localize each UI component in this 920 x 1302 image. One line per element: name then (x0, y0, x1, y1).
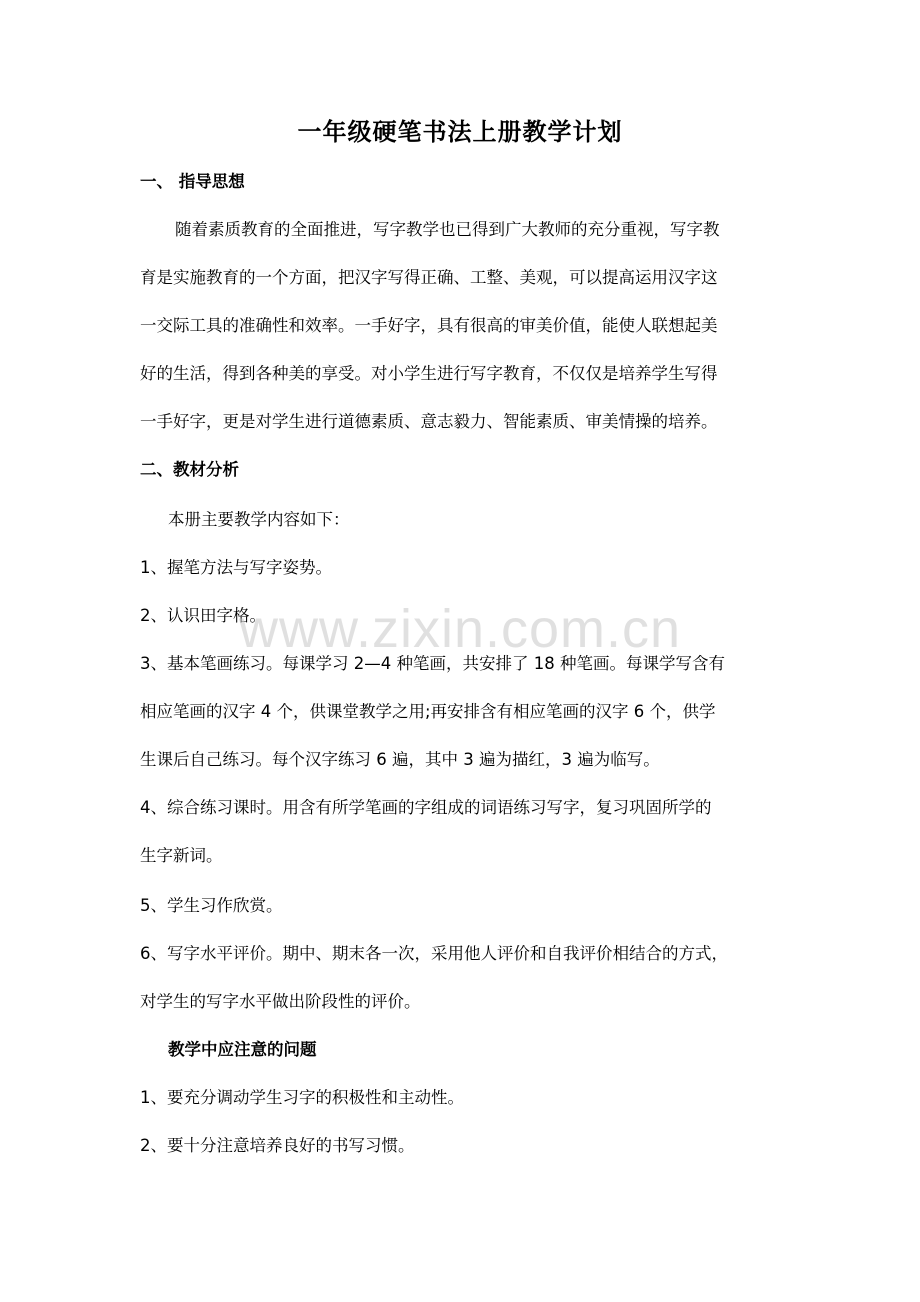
section-heading-teaching-notes: 教学中应注意的问题 (168, 1040, 317, 1059)
paragraph-line: 随着素质教育的全面推进，写字教学也已得到广大教师的充分重视，写字教 (175, 220, 720, 239)
list-item-continuation: 对学生的写字水平做出阶段性的评价。 (140, 992, 421, 1011)
list-item: 3、基本笔画练习。每课学习 2—4 种笔画，共安排了 18 种笔画。每课学写含有 (140, 654, 725, 673)
section-heading-material-analysis: 二、教材分析 (140, 460, 239, 479)
paragraph-line: 好的生活，得到各种美的享受。对小学生进行写字教育，不仅仅是培养学生写得 (140, 364, 718, 383)
paragraph-line: 一手好字，更是对学生进行道德素质、意志毅力、智能素质、审美情操的培养。 (140, 412, 718, 431)
list-item: 1、握笔方法与写字姿势。 (140, 558, 332, 577)
list-item: 2、要十分注意培养良好的书写习惯。 (140, 1136, 415, 1155)
paragraph-line: 育是实施教育的一个方面，把汉字写得正确、工整、美观，可以提高运用汉字这 (140, 268, 718, 287)
list-item: 2、认识田字格。 (140, 606, 266, 625)
paragraph-line: 本册主要教学内容如下： (168, 510, 350, 529)
list-item: 6、写字水平评价。期中、期末各一次，采用他人评价和自我评价相结合的方式， (140, 944, 728, 963)
list-item-continuation: 生课后自己练习。每个汉字练习 6 遍，其中 3 遍为描红，3 遍为临写。 (140, 750, 660, 769)
list-item: 1、要充分调动学生习字的积极性和主动性。 (140, 1088, 464, 1107)
section-heading-guiding-thought: 一、 指导思想 (140, 172, 245, 191)
list-item-continuation: 相应笔画的汉字 4 个，供课堂教学之用;再安排含有相应笔画的汉字 6 个，供学 (140, 702, 716, 721)
list-item: 4、综合练习课时。用含有所学笔画的字组成的词语练习写字，复习巩固所学的 (140, 798, 712, 817)
watermark-text: www.zixin.com.cn (238, 599, 682, 659)
list-item: 5、学生习作欣赏。 (140, 896, 283, 915)
paragraph-line: 一交际工具的准确性和效率。一手好字，具有很高的审美价值，能使人联想起美 (140, 316, 718, 335)
list-item-continuation: 生字新词。 (140, 846, 223, 865)
document-title: 一年级硬笔书法上册教学计划 (297, 118, 623, 146)
